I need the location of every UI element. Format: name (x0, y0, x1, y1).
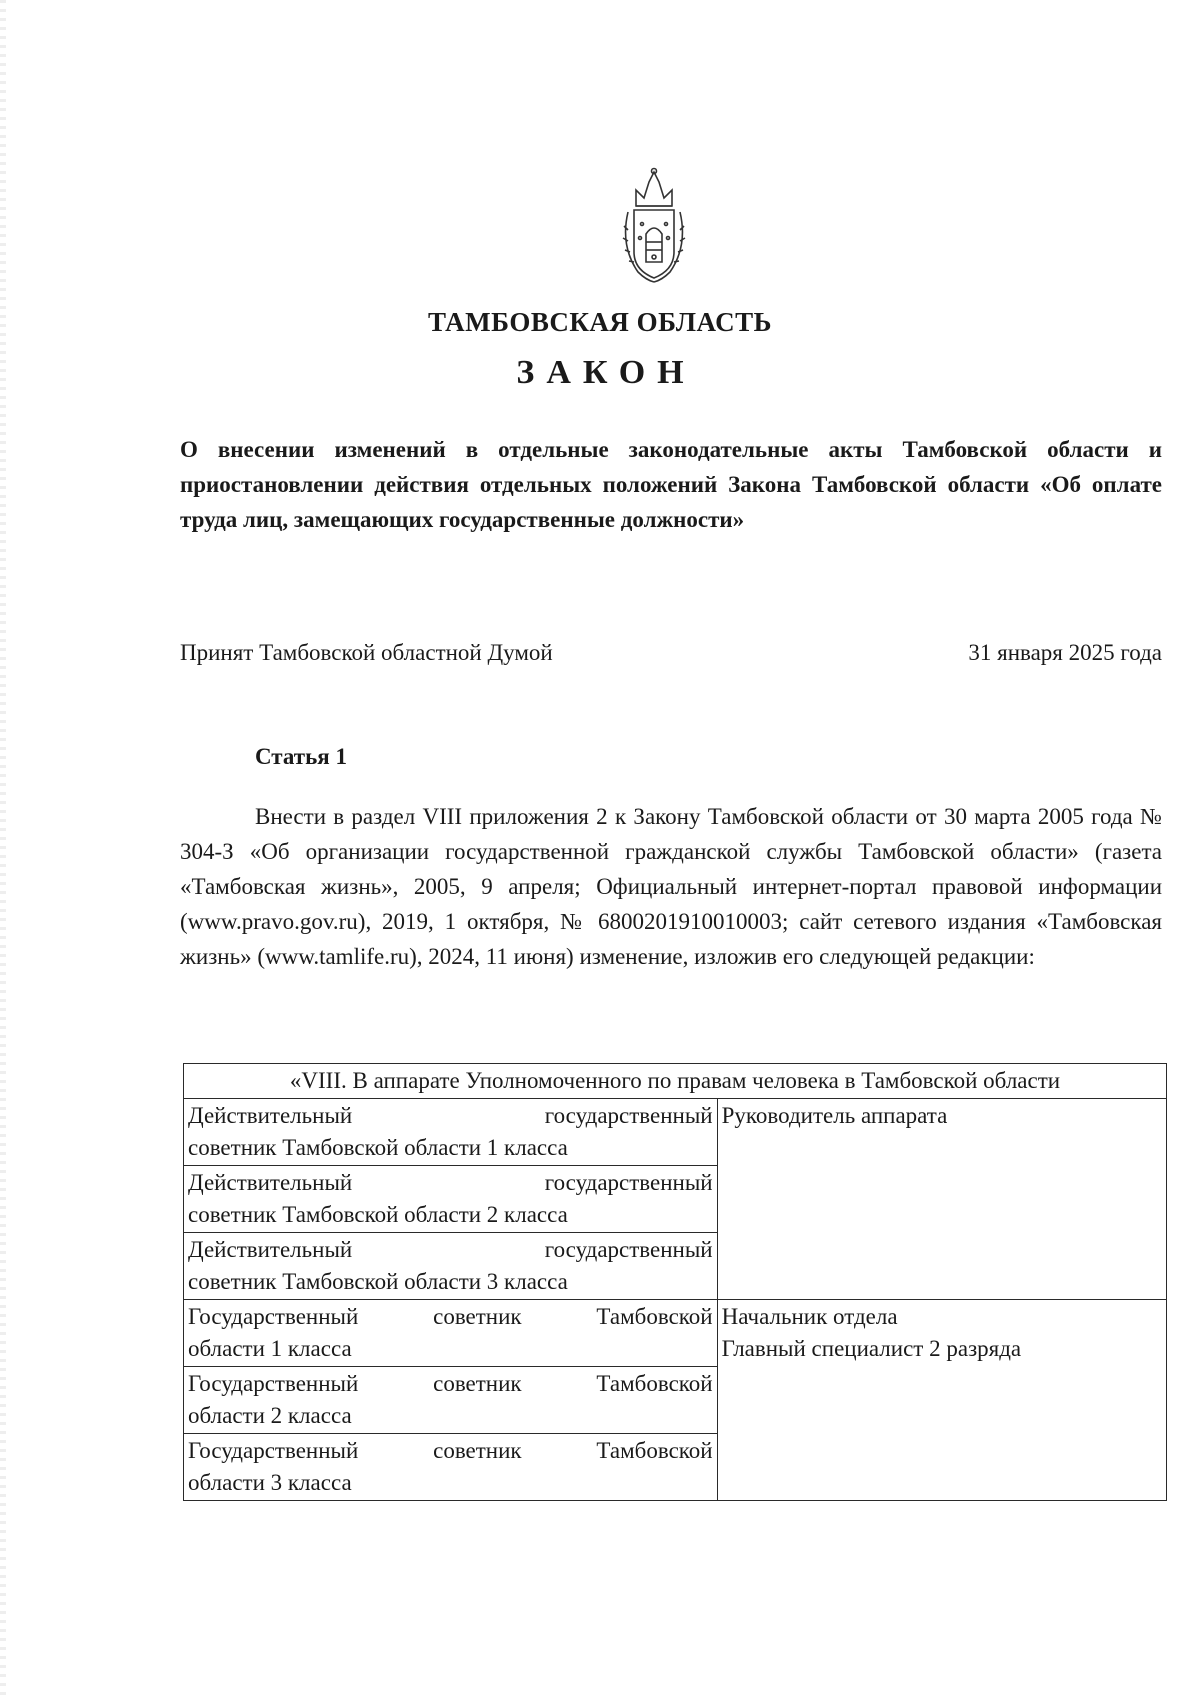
class-rank-line-2: области 1 класса (188, 1336, 352, 1361)
class-rank-line-1: Государственный советник Тамбовской (188, 1371, 713, 1396)
adoption-date: 31 января 2025 года (968, 640, 1162, 665)
class-rank-line-2: советник Тамбовской области 1 класса (188, 1135, 568, 1160)
class-rank-cell (184, 1099, 718, 1166)
position-name: Руководитель аппарата (721, 1103, 948, 1128)
class-rank-cell (184, 1300, 718, 1367)
adoption-line (180, 640, 1162, 666)
position-name: Начальник отдела (721, 1304, 898, 1329)
class-rank-line-2: области 3 класса (188, 1470, 352, 1495)
class-rank-cell (184, 1367, 718, 1434)
region-name: ТАМБОВСКАЯ ОБЛАСТЬ (428, 307, 772, 337)
class-rank-line-1: Государственный советник Тамбовской (188, 1304, 713, 1329)
class-rank-cell (184, 1166, 718, 1233)
position-name: Главный специалист 2 разряда (721, 1336, 1022, 1361)
table-row (184, 1300, 1167, 1367)
position-cell (717, 1300, 1166, 1501)
section-title: «VIII. В аппарате Уполномоченного по правам человека в Тамбовской области (184, 1064, 1167, 1099)
class-rank-line-1: Действительный государственный (188, 1170, 713, 1195)
position-cell (717, 1099, 1166, 1300)
article-heading: Статья 1 (255, 744, 347, 769)
class-rank-cell (184, 1233, 718, 1300)
article-body: Внести в раздел VIII приложения 2 к Закону Тамбовской области от 30 марта 2005 года № 304-З «Об организации государственной гражданской службы Тамбовской области» (газета «Тамбовская жизнь», 2005, 9 апреля; Официальный интернет-портал правовой информации (www.pravo.gov.ru), 2019, 1 октября, № 6800201910010003; сайт сетевого издания «Тамбовская жизнь» (www.tamlife.ru), 2024, 11 июня) изменение, изложив его следующей редакции: (180, 804, 1162, 969)
coat-of-arms-icon (614, 166, 694, 284)
class-rank-cell (184, 1434, 718, 1501)
class-rank-line-2: советник Тамбовской области 3 класса (188, 1269, 568, 1294)
class-rank-line-1: Действительный государственный (188, 1237, 713, 1262)
class-rank-line-2: советник Тамбовской области 2 класса (188, 1202, 568, 1227)
class-rank-line-1: Действительный государственный (188, 1103, 713, 1128)
class-rank-line-1: Государственный советник Тамбовской (188, 1438, 713, 1463)
scan-edge-artifact (0, 0, 6, 1697)
class-rank-line-2: области 2 класса (188, 1403, 352, 1428)
adopting-body: Принят Тамбовской областной Думой (180, 640, 553, 665)
table-row (184, 1099, 1167, 1166)
document-type: ЗАКОН (516, 354, 696, 391)
grades-table (183, 1063, 1167, 1501)
table-header-row (184, 1064, 1167, 1099)
law-title: О внесении изменений в отдельные законодательные акты Тамбовской области и приостановлении действия отдельных положений Закона Тамбовской области «Об оплате труда лиц, замещающих государственные должности» (180, 437, 1162, 532)
